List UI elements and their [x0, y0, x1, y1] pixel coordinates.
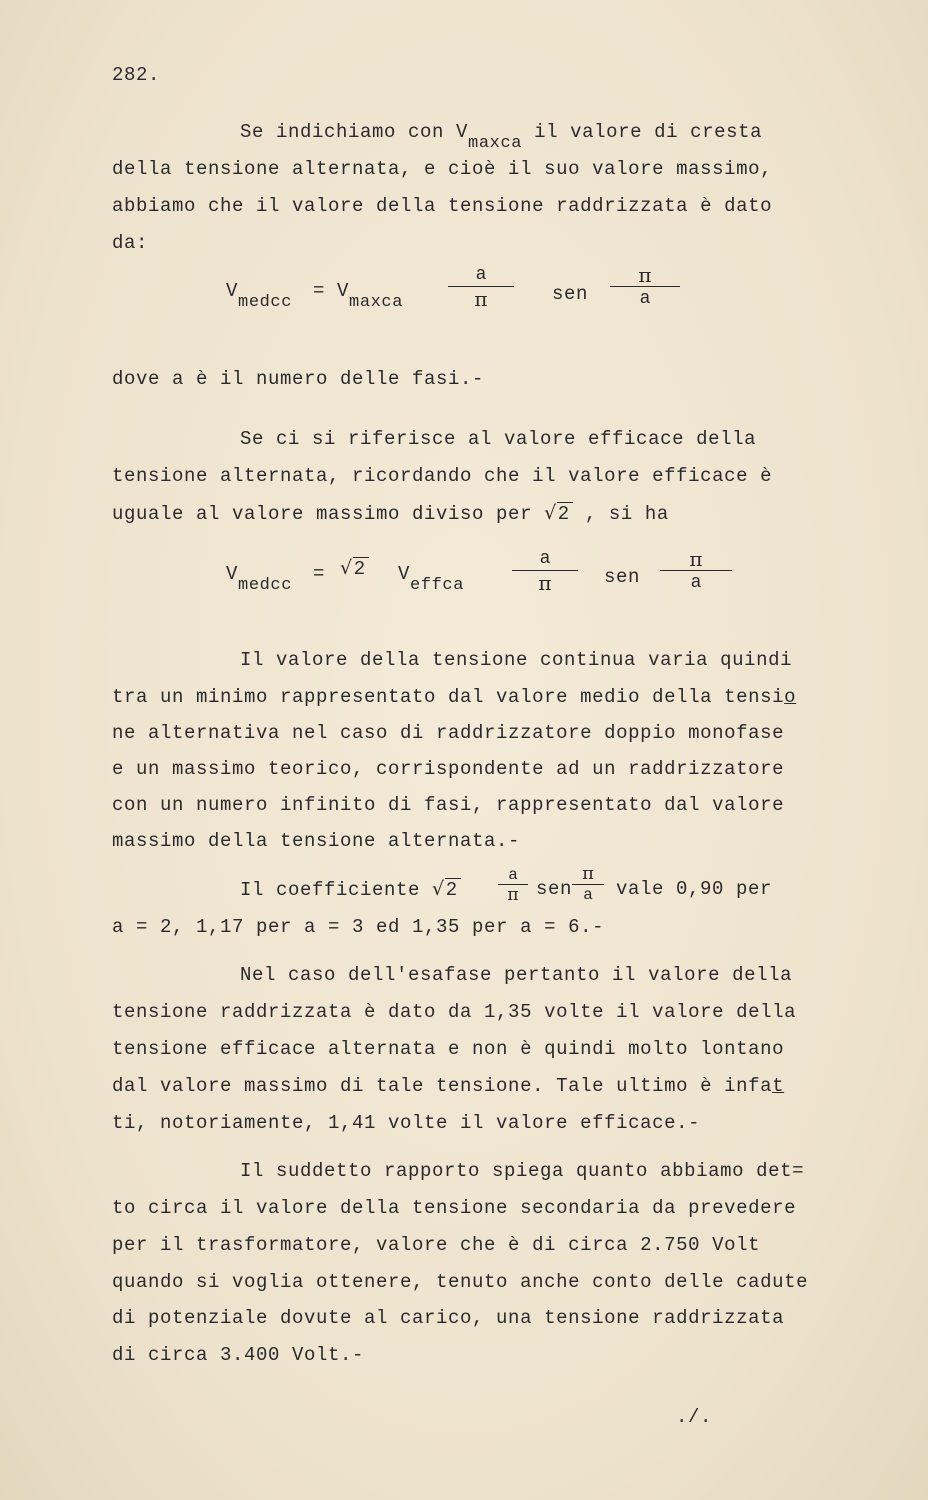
- paragraph-7-line-2: to circa il valore della tensione secondaria da prevedere: [112, 1197, 797, 1219]
- subscript: medcc: [238, 576, 293, 595]
- paragraph-4-line-2: [112, 686, 796, 708]
- paragraph-3-line-3: [112, 502, 669, 525]
- paragraph-3-line-2: tensione alternata, ricordando che il valore efficace è: [112, 465, 773, 487]
- eq-sign: =: [313, 563, 326, 585]
- paragraph-7-line-6: di circa 3.400 Volt.-: [112, 1344, 365, 1366]
- text: o: [784, 686, 797, 708]
- eq-var: V: [398, 563, 411, 585]
- sqrt-argument: 2: [557, 502, 573, 525]
- subscript: maxca: [468, 134, 523, 153]
- text: il valore di cresta: [522, 121, 763, 143]
- paragraph-1-line-2: della tensione alternata, e cioè il suo valore massimo,: [112, 158, 773, 180]
- paragraph-4-line-1: Il valore della tensione continua varia quindi: [240, 649, 793, 671]
- eq-var: V: [226, 280, 239, 302]
- paragraph-4-line-6: massimo della tensione alternata.-: [112, 830, 521, 852]
- paragraph-4-line-3: ne alternativa nel caso di raddrizzatore doppio monofase: [112, 722, 785, 744]
- fraction-a-over-pi: a π: [498, 867, 528, 903]
- fraction-a-over-pi: a π: [512, 549, 578, 593]
- text: uguale al valore massimo diviso per: [112, 503, 545, 525]
- sqrt-expression: √2: [340, 557, 369, 580]
- paragraph-4-line-4: e un massimo teorico, corrispondente ad un raddrizzatore: [112, 758, 785, 780]
- subscript: maxca: [349, 293, 404, 312]
- eq-sign: = V: [313, 280, 350, 302]
- eq-var: V: [226, 563, 239, 585]
- fraction-pi-over-a: π a: [660, 549, 732, 593]
- sen-function: sen: [536, 878, 573, 900]
- paragraph-6-line-5: ti, notoriamente, 1,41 volte il valore efficace.-: [112, 1112, 701, 1134]
- paragraph-1-line-1: [240, 121, 763, 153]
- paragraph-6-line-1: Nel caso dell'esafase pertanto il valore della: [240, 964, 793, 986]
- text: , si ha: [572, 503, 669, 525]
- paragraph-6-line-2: tensione raddrizzata è dato da 1,35 volte il valore della: [112, 1001, 797, 1023]
- paragraph-7-line-1: Il suddetto rapporto spiega quanto abbiamo det=: [240, 1160, 805, 1182]
- fraction-pi-over-a: π a: [610, 265, 680, 309]
- paragraph-4-line-5: con un numero infinito di fasi, rappresentato dal valore: [112, 794, 785, 816]
- page-number: 282.: [112, 64, 161, 86]
- paragraph-6-line-4: [112, 1075, 784, 1097]
- paragraph-7-line-4: quando si voglia ottenere, tenuto anche conto delle cadute: [112, 1271, 809, 1293]
- paragraph-7-line-3: per il trasformatore, valore che è di circa 2.750 Volt: [112, 1234, 761, 1256]
- sqrt-symbol: √: [544, 502, 557, 524]
- sqrt-argument: 2: [445, 878, 461, 901]
- text: dal valore massimo di tale tensione. Tale ultimo è infa: [112, 1075, 773, 1097]
- continuation-mark: ./.: [676, 1406, 713, 1428]
- paragraph-5-line-1b: vale 0,90 per: [604, 878, 773, 900]
- paragraph-1-line-4: da:: [112, 232, 149, 254]
- text: Il coefficiente: [240, 879, 433, 901]
- subscript: medcc: [238, 293, 293, 312]
- paragraph-5-line-1a: [240, 878, 461, 901]
- paragraph-7-line-5: di potenziale dovute al carico, una tensione raddrizzata: [112, 1307, 785, 1329]
- sen-function: sen: [552, 283, 589, 305]
- subscript: effca: [410, 576, 465, 595]
- fraction-a-over-pi: a π: [448, 265, 514, 309]
- paragraph-5-line-2: a = 2, 1,17 per a = 3 ed 1,35 per a = 6.-: [112, 916, 605, 938]
- paragraph-1-line-3: abbiamo che il valore della tensione raddrizzata è dato: [112, 195, 773, 217]
- text: tra un minimo rappresentato dal valore medio della tensi: [112, 686, 785, 708]
- paragraph-2: dove a è il numero delle fasi.-: [112, 368, 485, 390]
- text: Se indichiamo con V: [240, 121, 469, 143]
- text: t: [772, 1075, 785, 1097]
- sqrt-symbol: √: [432, 878, 445, 900]
- paragraph-6-line-3: tensione efficace alternata e non è quindi molto lontano: [112, 1038, 785, 1060]
- paragraph-3-line-1: Se ci si riferisce al valore efficace della: [240, 428, 757, 450]
- fraction-pi-over-a: π a: [572, 865, 604, 903]
- sen-function: sen: [604, 566, 641, 588]
